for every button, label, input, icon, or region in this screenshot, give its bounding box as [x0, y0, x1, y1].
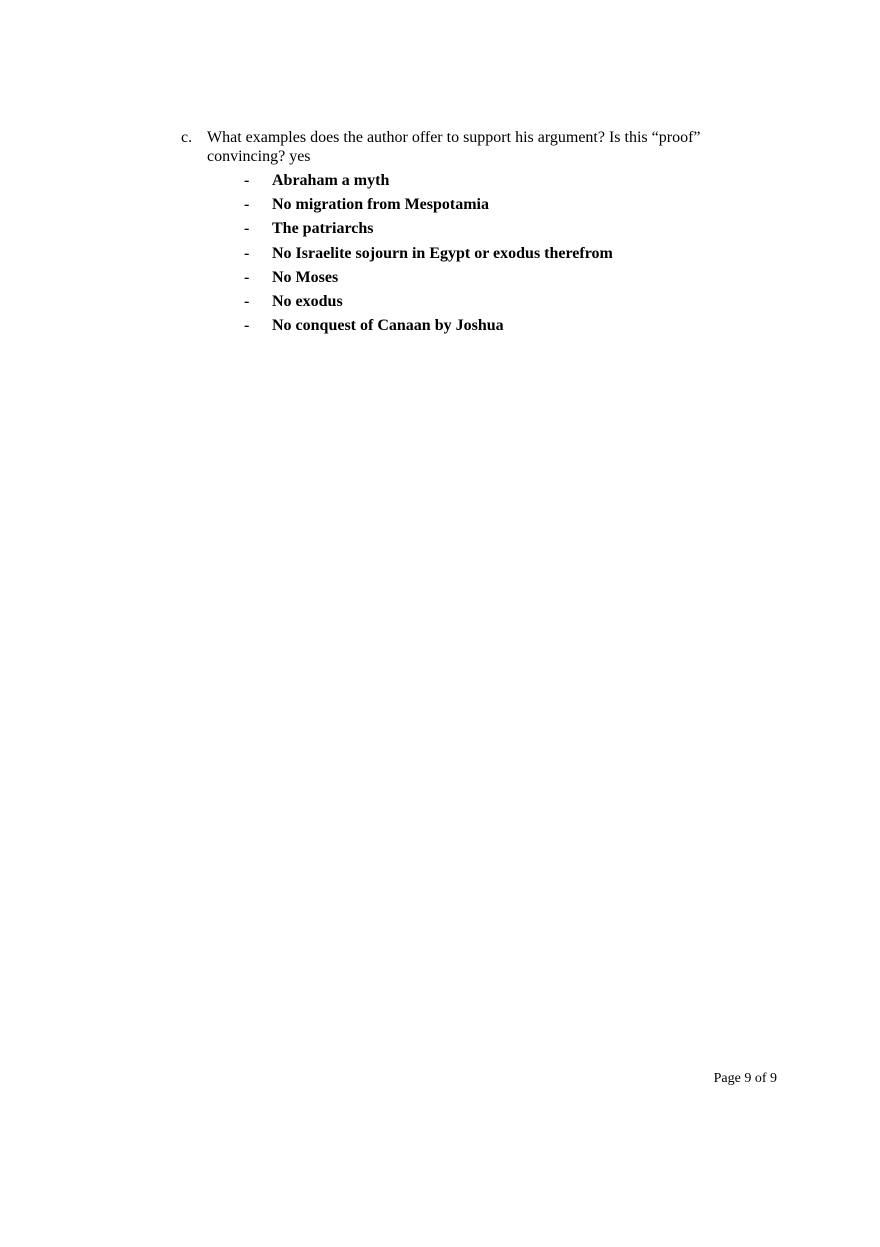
bullet-dash: -: [244, 196, 250, 214]
list-item-text: No Israelite sojourn in Egypt or exodus therefrom: [272, 244, 613, 262]
question-marker: c.: [181, 129, 193, 146]
list-item: [244, 292, 613, 316]
list-item: [244, 219, 613, 243]
list-item: [244, 171, 613, 195]
bullet-dash: -: [244, 317, 250, 335]
bullet-dash: -: [244, 292, 250, 310]
list-item: [244, 195, 613, 219]
list-item-text: The patriarchs: [272, 220, 374, 238]
examples-list: [244, 171, 613, 340]
list-item: [244, 316, 613, 340]
list-item-text: Abraham a myth: [272, 172, 390, 189]
question-text: What examples does the author offer to support his argument? Is this “proof” convincing? yes: [207, 129, 701, 165]
bullet-dash: -: [244, 244, 250, 262]
list-item-text: No conquest of Canaan by Joshua: [272, 317, 504, 335]
bullet-dash: -: [244, 220, 250, 238]
question-c: [181, 128, 761, 166]
list-item-text: No exodus: [272, 292, 343, 310]
list-item: [244, 268, 613, 292]
page-number: Page 9 of 9: [713, 1071, 777, 1086]
list-item-text: No migration from Mespotamia: [272, 196, 489, 214]
list-item: [244, 244, 613, 268]
bullet-dash: -: [244, 172, 250, 189]
bullet-dash: -: [244, 268, 250, 286]
list-item-text: No Moses: [272, 268, 339, 286]
